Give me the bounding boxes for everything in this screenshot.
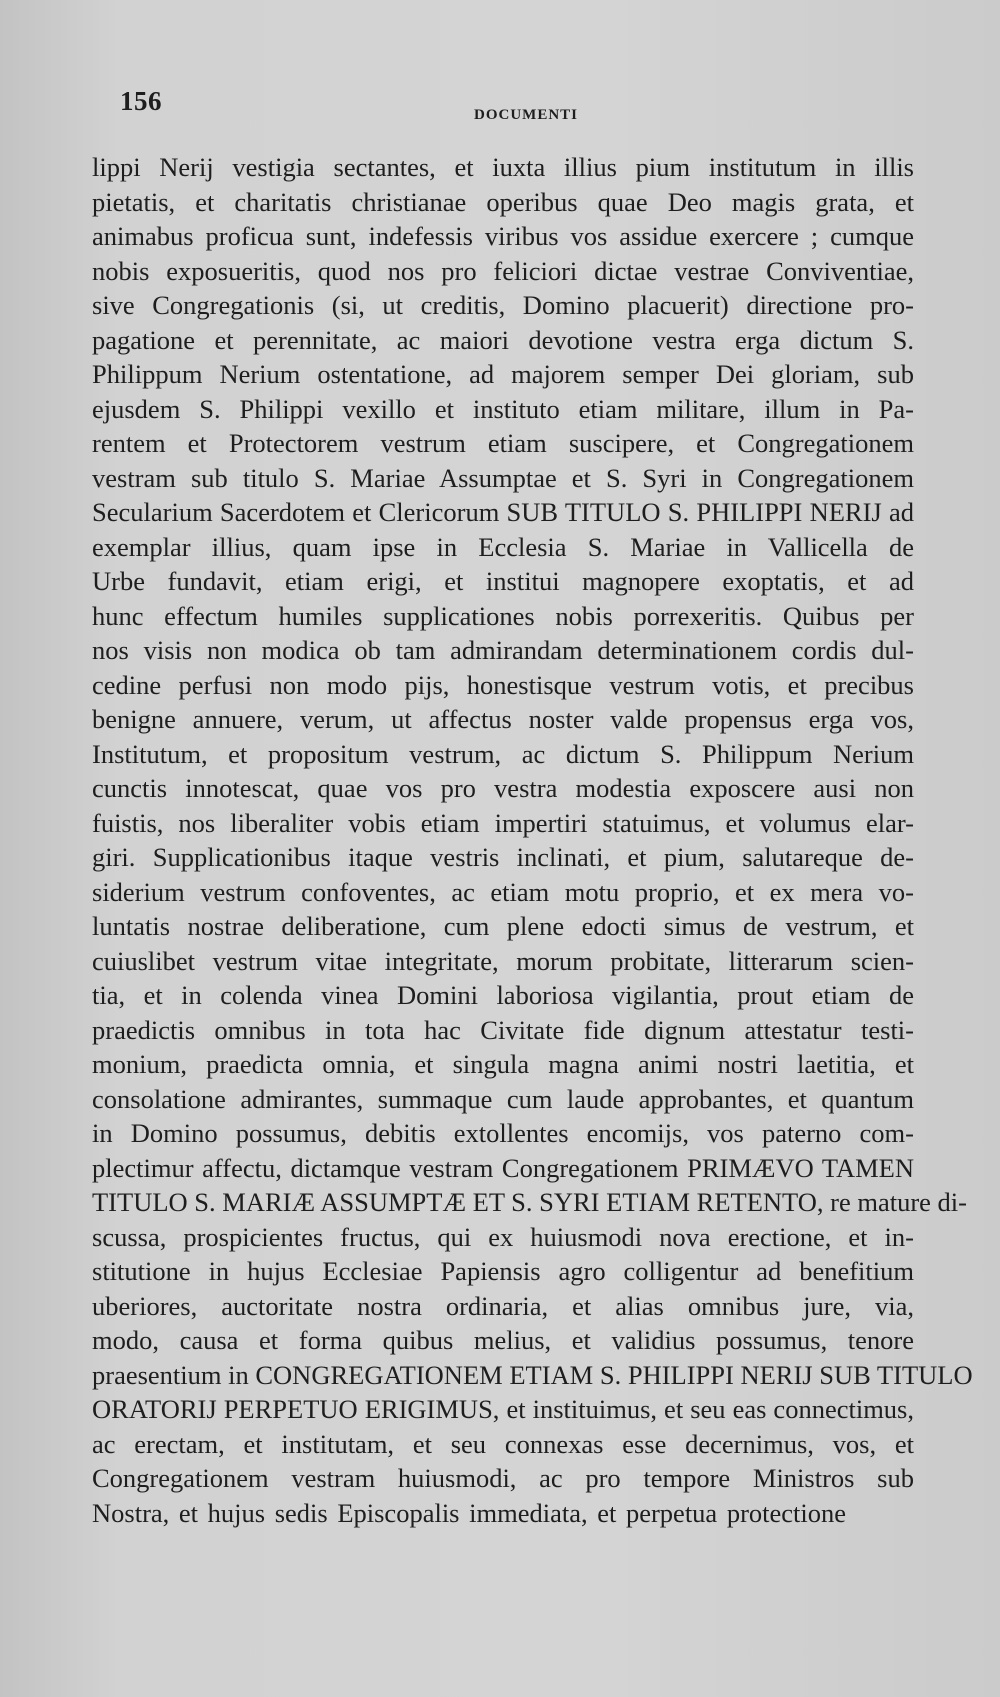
text-line: giri. Supplicationibus itaque vestris inclinati, et pium, salutareque de-	[92, 842, 914, 872]
text-line: modo, causa et forma quibus melius, et validius possumus, tenore	[92, 1325, 914, 1355]
text-line: in Domino possumus, debitis extollentes encomijs, vos paterno com-	[92, 1118, 914, 1148]
text-line: consolatione admirantes, summaque cum laude approbantes, et quantum	[92, 1083, 914, 1114]
text-line: TITULO S. MARIÆ ASSUMPTÆ ET S. SYRI ETIAM RETENTO, re mature di-	[92, 1187, 967, 1217]
body-text	[92, 150, 973, 1530]
text-line: lippi Nerij vestigia sectantes, et iuxta illius pium institutum in illis	[92, 152, 914, 182]
running-head: DOCUMENTI	[474, 107, 579, 123]
text-line: pagatione et perennitate, ac maiori devotione vestra erga dictum S.	[92, 324, 914, 355]
text-line: animabus proficua sunt, indefessis viribus vos assidue exercere ; cumque	[92, 221, 914, 251]
text-line: uberiores, auctoritate nostra ordinaria, et alias omnibus jure, via,	[92, 1290, 914, 1321]
text-line: rentem et Protectorem vestrum etiam suscipere, et Congregationem	[92, 428, 914, 458]
text-line: cunctis innotescat, quae vos pro vestra modestia exposcere ausi non	[92, 773, 914, 803]
text-line: stitutione in hujus Ecclesiae Papiensis agro colligentur ad benefitium	[92, 1256, 914, 1286]
text-line: plectimur affectu, dictamque vestram Congregationem PRIMÆVO TAMEN	[92, 1152, 914, 1183]
text-line: Secularium Sacerdotem et Clericorum SUB TITULO S. PHILIPPI NERIJ ad	[92, 497, 914, 527]
text-line: siderium vestrum confoventes, ac etiam motu proprio, et ex mera vo-	[92, 876, 914, 907]
text-line: sive Congregationis (si, ut creditis, Domino placuerit) directione pro-	[92, 290, 914, 320]
text-line: nobis exposueritis, quod nos pro feliciori dictae vestrae Conviventiae,	[92, 255, 914, 286]
text-line: vestram sub titulo S. Mariae Assumptae et S. Syri in Congregationem	[92, 462, 914, 493]
text-line: tia, et in colenda vinea Domini laboriosa vigilantia, prout etiam de	[92, 980, 914, 1010]
text-line: luntatis nostrae deliberatione, cum plene edocti simus de vestrum, et	[92, 911, 914, 941]
text-line: cedine perfusi non modo pijs, honestisque vestrum votis, et precibus	[92, 669, 914, 700]
text-line: ejusdem S. Philippi vexillo et instituto etiam militare, illum in Pa-	[92, 393, 914, 424]
text-line: praesentium in CONGREGATIONEM ETIAM S. PHILIPPI NERIJ SUB TITULO	[92, 1359, 973, 1390]
text-line: Nostra, et hujus sedis Episcopalis immediata, et perpetua protectione	[92, 1497, 847, 1528]
page-number: 156	[120, 86, 162, 116]
text-line: ORATORIJ PERPETUO ERIGIMUS, et instituimus, et seu eas connectimus,	[92, 1394, 914, 1424]
text-line: pietatis, et charitatis christianae operibus quae Deo magis grata, et	[92, 186, 914, 217]
text-line: Urbe fundavit, etiam erigi, et institui magnopere exoptatis, et ad	[92, 566, 914, 596]
text-line: Institutum, et propositum vestrum, ac dictum S. Philippum Nerium	[92, 738, 914, 769]
text-line: praedictis omnibus in tota hac Civitate fide dignum attestatur testi-	[92, 1014, 914, 1045]
text-line: Philippum Nerium ostentatione, ad majorem semper Dei gloriam, sub	[92, 359, 914, 389]
text-line: hunc effectum humiles supplicationes nobis porrexeritis. Quibus per	[92, 600, 914, 631]
text-line: ac erectam, et institutam, et seu connexas esse decernimus, vos, et	[92, 1428, 914, 1459]
text-line: exemplar illius, quam ipse in Ecclesia S. Mariae in Vallicella de	[92, 531, 914, 562]
text-line: fuistis, nos liberaliter vobis etiam impertiri statuimus, et volumus elar-	[92, 807, 914, 838]
text-line: Congregationem vestram huiusmodi, ac pro tempore Ministros sub	[92, 1463, 914, 1493]
text-line: benigne annuere, verum, ut affectus noster valde propensus erga vos,	[92, 704, 914, 734]
text-line: monium, praedicta omnia, et singula magna animi nostri laetitia, et	[92, 1049, 914, 1079]
text-line: nos visis non modica ob tam admirandam determinationem cordis dul-	[92, 635, 914, 665]
text-line: cuiuslibet vestrum vitae integritate, morum probitate, litterarum scien-	[92, 945, 914, 976]
text-line: scussa, prospicientes fructus, qui ex huiusmodi nova erectione, et in-	[92, 1221, 914, 1252]
